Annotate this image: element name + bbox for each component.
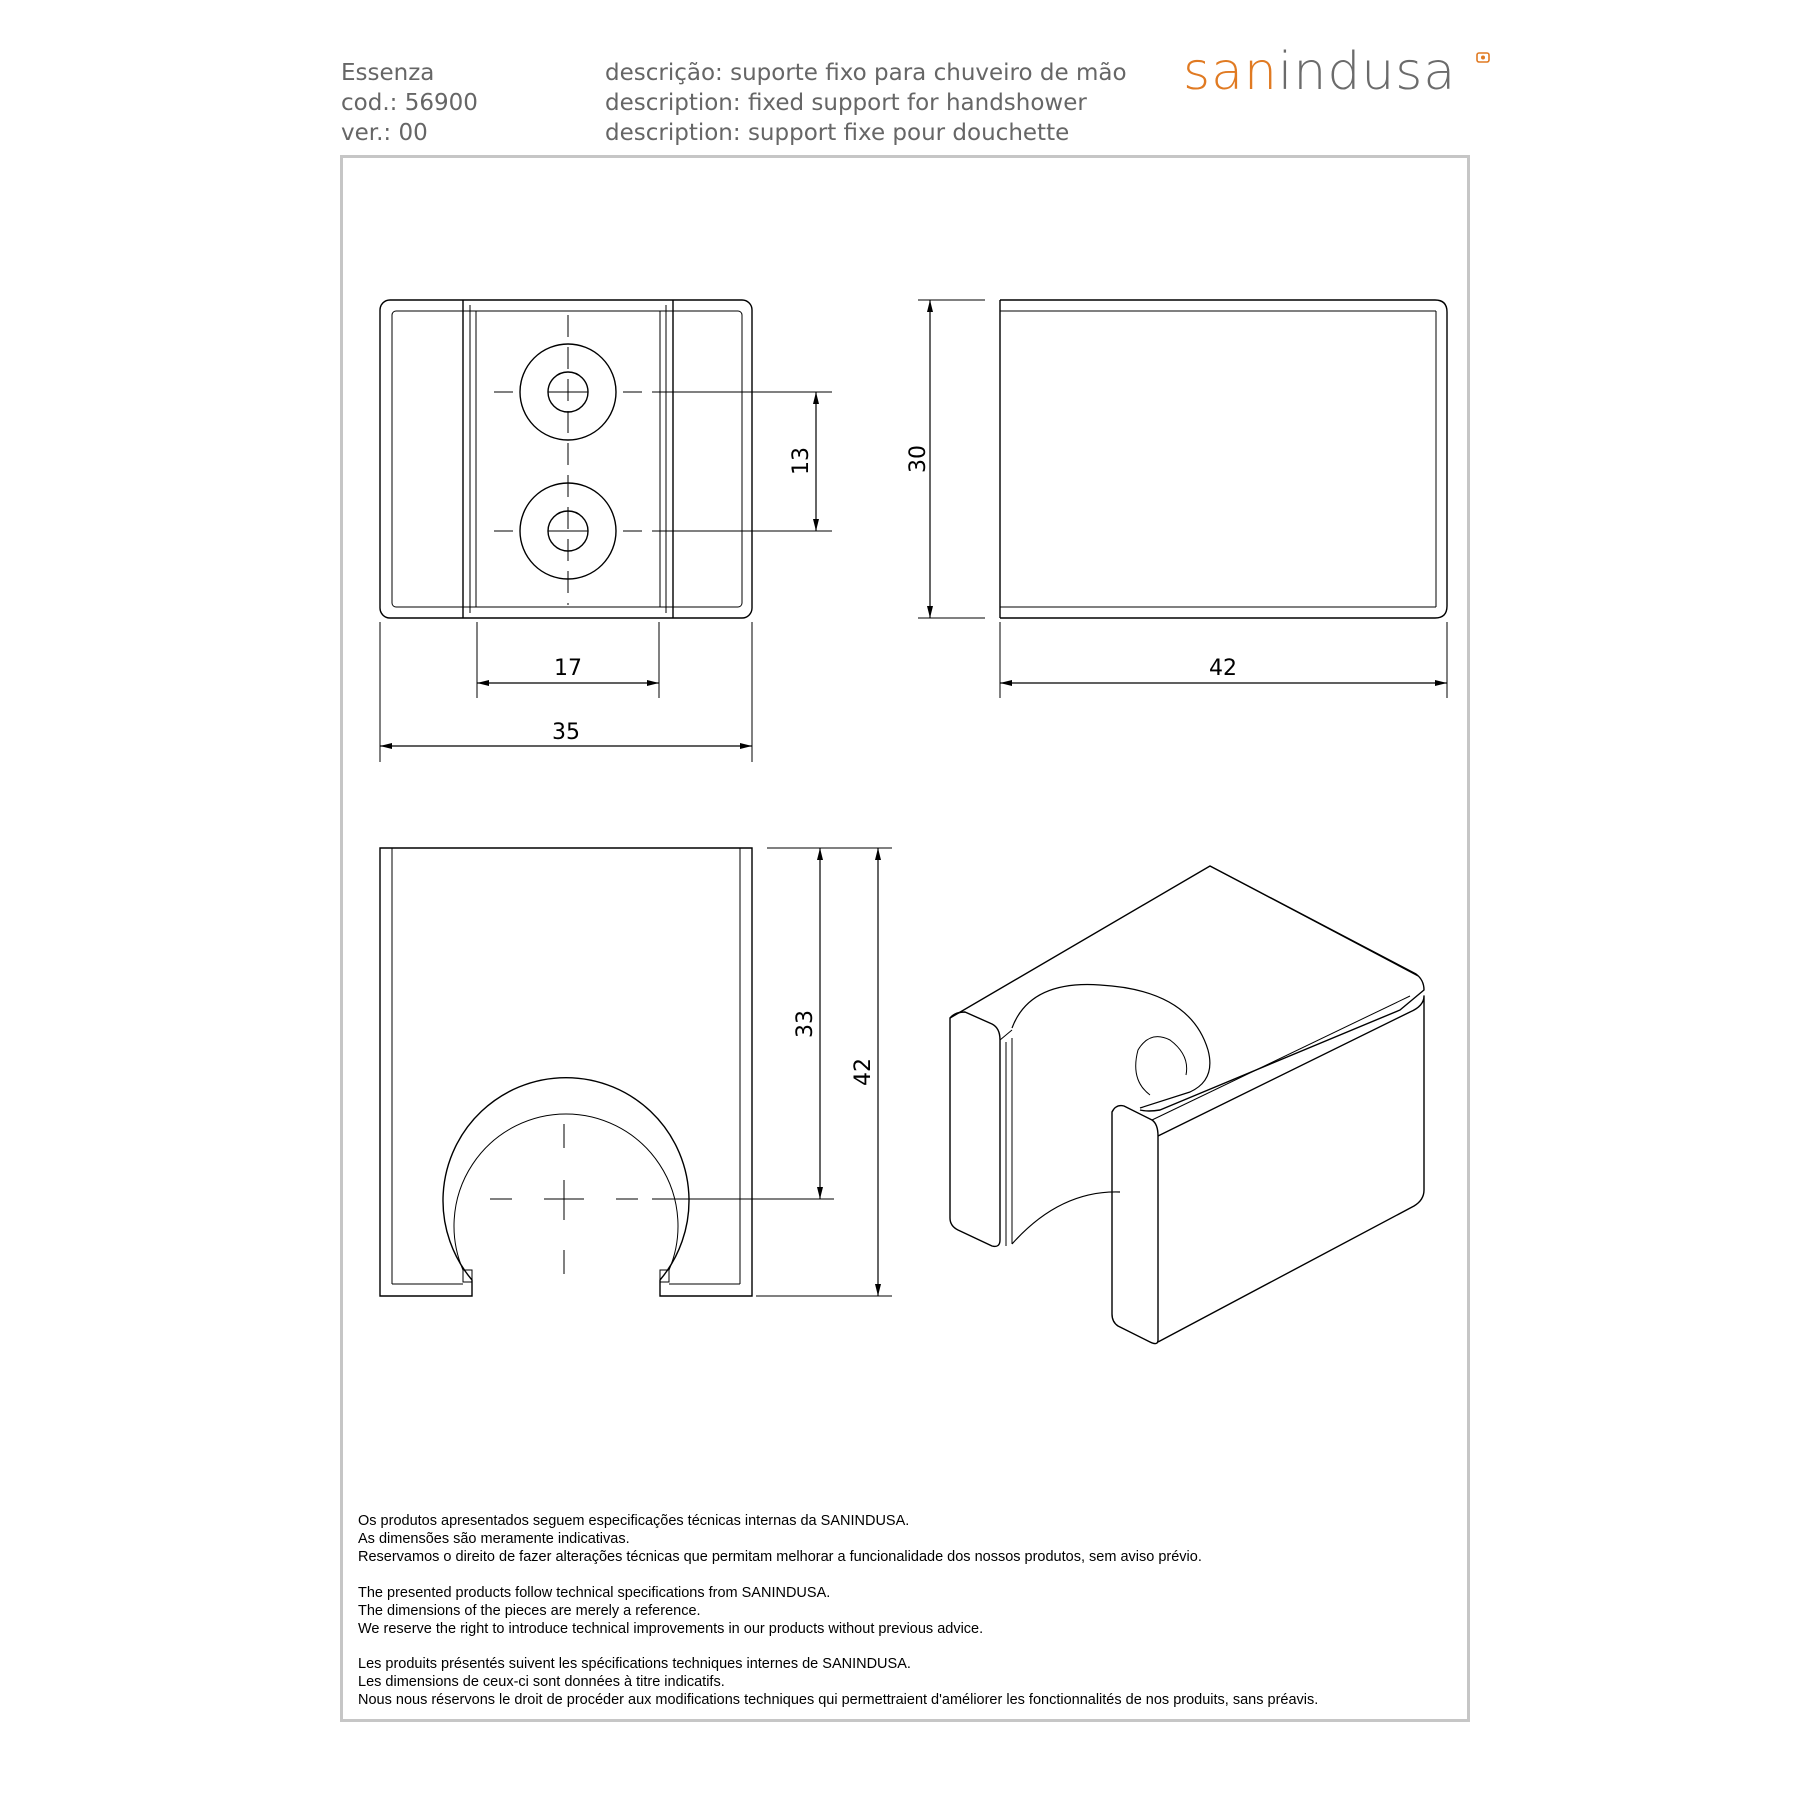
product-code: cod.: 56900 (341, 90, 478, 116)
note-line: Os produtos apresentados seguem especificações técnicas internas da SANINDUSA. (358, 1513, 910, 1529)
side-view (918, 300, 1447, 698)
logo-part-b: indusa (1277, 42, 1457, 102)
isometric-view (950, 866, 1424, 1344)
notes-french (358, 1655, 1318, 1709)
note-line: Les produits présentés suivent les spécifications techniques internes de SANINDUSA. (358, 1656, 911, 1672)
description-en: description: fixed support for handshower (605, 90, 1087, 116)
dim-inner-width: 17 (554, 656, 582, 681)
dim-width-front: 35 (552, 720, 580, 745)
note-line: The dimensions of the pieces are merely a reference. (358, 1603, 701, 1619)
notes-portuguese (358, 1512, 1202, 1566)
notes-english (358, 1584, 983, 1638)
dim-height-side: 30 (906, 445, 931, 473)
bottom-view (380, 848, 892, 1296)
note-line: The presented products follow technical specifications from SANINDUSA. (358, 1585, 831, 1601)
description-fr: description: support fixe pour douchette (605, 120, 1070, 146)
dim-hook-depth: 33 (793, 1010, 818, 1038)
note-line: We reserve the right to introduce technical improvements in our products without previous advice. (358, 1621, 984, 1637)
logo-part-a: san (1183, 42, 1278, 102)
product-version: ver.: 00 (341, 120, 428, 146)
note-line: Les dimensions de ceux-ci sont données à titre indicatifs. (358, 1674, 725, 1690)
note-line: As dimensões são meramente indicativas. (358, 1531, 630, 1547)
dim-depth-side: 42 (1209, 656, 1237, 681)
note-line: Reservamos o direito de fazer alterações técnicas que permitam melhorar a funcionalidade dos nossos produtos, sem aviso prévio. (358, 1549, 1202, 1565)
front-view (380, 300, 832, 762)
description-pt: descrição: suporte fixo para chuveiro de mão (605, 60, 1127, 86)
note-line: Nous nous réservons le droit de procéder aux modifications techniques qui permettraient d'améliorer les fonctionnalités de nos produits, sans préavis. (358, 1692, 1319, 1708)
dim-hole-spacing: 13 (789, 447, 814, 475)
dim-total-height: 42 (851, 1058, 876, 1086)
product-name: Essenza (341, 60, 435, 86)
